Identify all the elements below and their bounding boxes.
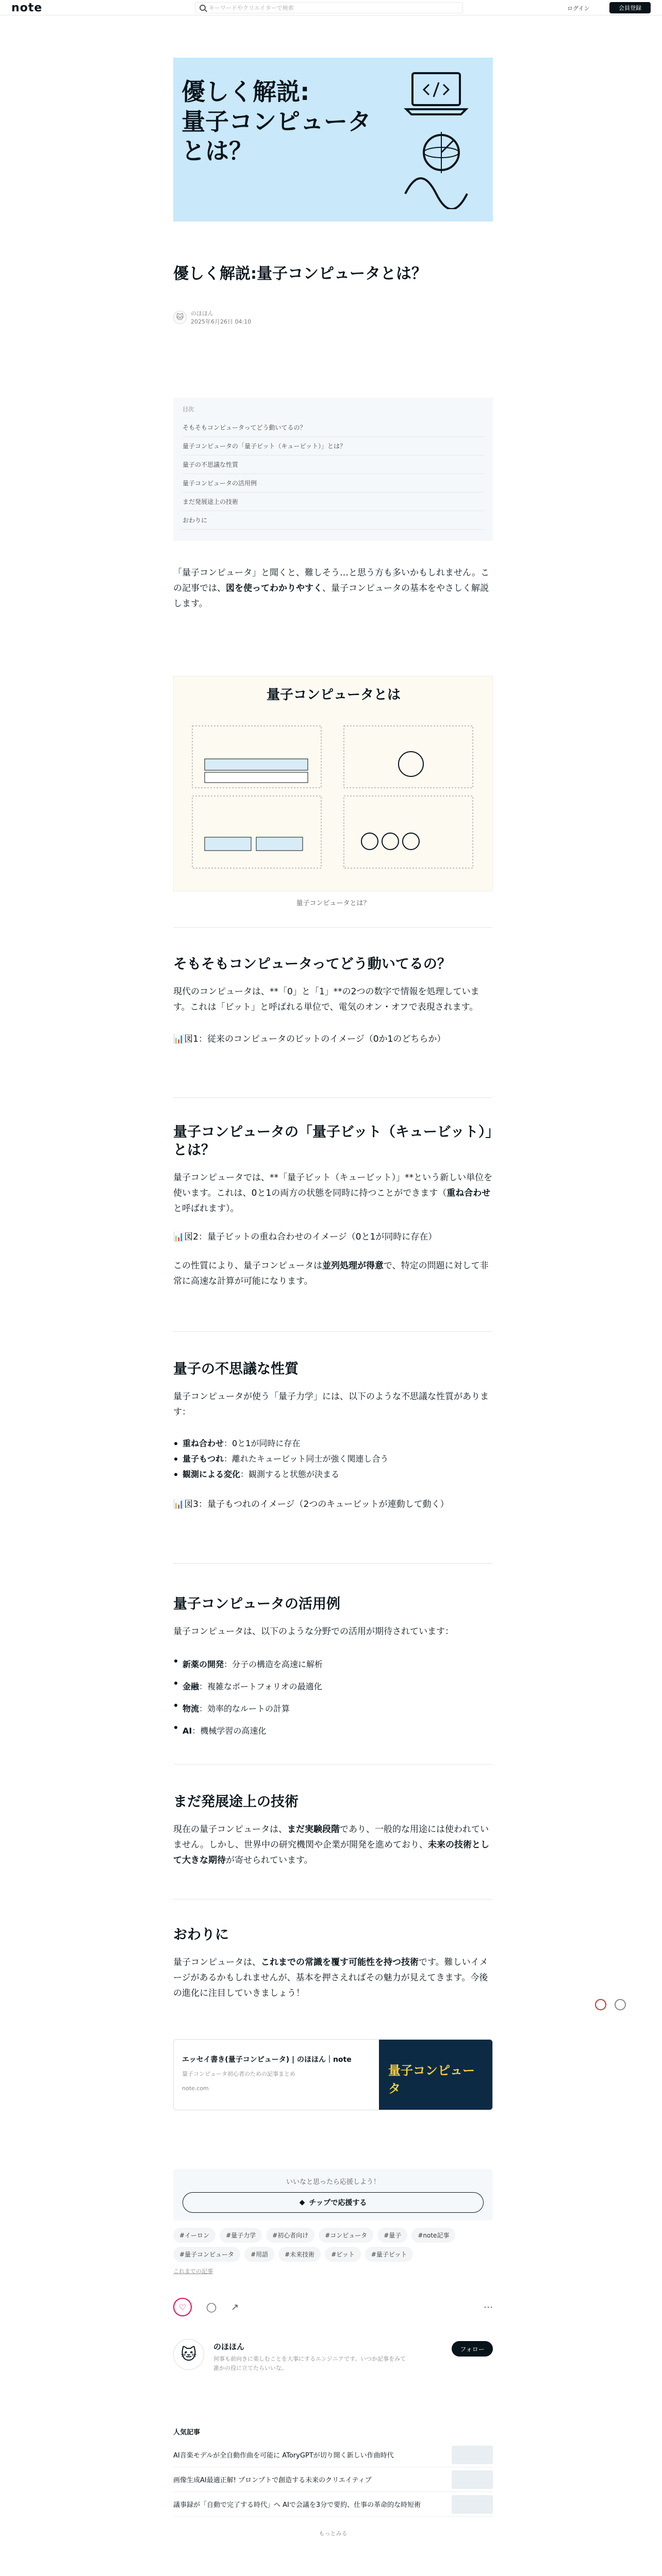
section-heading: おわりに	[173, 1927, 229, 1943]
section-heading: 量子の不思議な性質	[173, 1361, 299, 1377]
list-item: AI：機械学習の高速化	[173, 1720, 493, 1742]
section-2	[173, 1123, 493, 1290]
hero-title: 優しく解説: 量子コンピュータ とは？	[181, 78, 371, 165]
article-title: 優しく解説:量子コンピュータとは？	[173, 265, 427, 283]
past-articles-link[interactable]: これまでの記事	[173, 2268, 213, 2275]
thumbnail	[452, 2495, 493, 2514]
section-text: この性質により、量子コンピュータは並列処理が得意で、特定の問題に対して非常に高速な計算が可能になります。	[173, 1261, 489, 1286]
section-text: 量子コンピュータでは、**「量子ビット（キュービット）」**という新しい単位を使います。これは、0と1の両方の状態を同時に持つことができます（重ね合わせと呼ばれます）。	[173, 1173, 493, 1214]
quantum-infographic	[174, 676, 493, 892]
tip-button[interactable]: ◆ チップで応援する	[183, 2192, 484, 2213]
tip-icon: ◆	[299, 2198, 305, 2207]
embed-title: エッセイ書き(量子コンピュータ) | のほほん｜note	[182, 2056, 352, 2064]
section-6	[173, 1926, 493, 2001]
section-5	[173, 1793, 493, 1868]
tag[interactable]: #note記事	[411, 2228, 455, 2243]
note-logo[interactable]: note	[11, 2, 43, 14]
floating-actions	[595, 1999, 626, 2010]
toc-item[interactable]: おわりに	[183, 511, 484, 530]
signup-button[interactable]: 会員登録	[609, 2, 651, 13]
profile-name[interactable]: のほほん	[213, 2342, 245, 2351]
divider	[173, 1563, 493, 1564]
tag[interactable]: #未来技術	[278, 2247, 321, 2262]
embed-thumbnail: 量子コンピュータ	[379, 2040, 492, 2110]
figure-caption: 量子コンピュータとは？	[296, 900, 370, 907]
toc-heading: 目次	[183, 406, 194, 413]
article-figure	[173, 676, 493, 891]
top-header	[0, 0, 662, 15]
section-1	[173, 955, 493, 1047]
search-icon	[200, 5, 206, 11]
section-text: 量子コンピュータが使う「量子力学」には、以下のような不思議な性質があります：	[173, 1392, 489, 1417]
comment-icon[interactable]	[615, 1999, 626, 2010]
avatar[interactable]: 🐱	[173, 311, 187, 324]
tag[interactable]: #初心者向け	[266, 2228, 315, 2243]
list-item: 新薬の開発：分子の構造を高速に解析	[173, 1653, 493, 1675]
bullet-list	[173, 1653, 493, 1742]
figure-note: 📊図2：量子ビットの重ね合わせのイメージ（0と1が同時に存在）	[173, 1232, 437, 1243]
divider	[173, 927, 493, 928]
tag[interactable]: #量子コンピュータ	[173, 2247, 240, 2262]
tag-list	[173, 2228, 493, 2262]
profile-desc: 何事も前向きに楽しむことを大事にするエンジニアです。いつか記事をみて誰かの役に立てたらいいな。	[213, 2355, 406, 2371]
toc-item[interactable]: 量子コンピュータの活用例	[183, 474, 484, 493]
author-name[interactable]: のほほん	[191, 310, 213, 317]
tag[interactable]: #用語	[244, 2247, 274, 2262]
intro-paragraph: 「量子コンピュータ」と聞くと、難しそう…と思う方も多いかもしれません。この記事では、図を使ってわかりやすく、量子コンピュータの基本をやさしく解説します。	[173, 568, 490, 609]
toc-item[interactable]: 量子の不思議な性質	[183, 455, 484, 474]
section-text: 現代のコンピュータは、**「0」と「1」**の2つの数字で情報を処理しています。これは「ビット」と呼ばれる単位で、電気のオン・オフで表現されます。	[173, 987, 479, 1012]
like-icon[interactable]: ♡	[173, 2298, 192, 2316]
list-item: 重ね合わせ：0と1が同時に存在	[173, 1436, 493, 1451]
divider	[173, 1097, 493, 1098]
embed-card[interactable]	[173, 2039, 493, 2110]
list-item[interactable]: 画像生成AI最適正解! プロンプトで創造する未来のクリエイティブ	[173, 2467, 493, 2492]
share-icon[interactable]: ↗	[231, 2301, 239, 2313]
toc-item[interactable]: そもそもコンピュータってどう動いてるの？	[183, 418, 484, 437]
follow-button[interactable]: フォロー	[452, 2341, 493, 2357]
tip-box	[173, 2169, 493, 2221]
section-text: 量子コンピュータは、以下のような分野での活用が期待されています：	[173, 1626, 454, 1637]
thumbnail	[452, 2446, 493, 2464]
list-item: 量子もつれ：離れたキュービット同士が強く関連し合う	[173, 1451, 493, 1467]
divider	[173, 1899, 493, 1900]
section-heading: そもそもコンピュータってどう動いてるの？	[173, 956, 451, 972]
section-heading: 量子コンピュータの活用例	[173, 1596, 340, 1612]
thumbnail	[452, 2470, 493, 2489]
toc-item[interactable]: 量子コンピュータの「量子ビット（キュービット）」とは？	[183, 437, 484, 455]
profile-avatar[interactable]: 🐱	[173, 2339, 204, 2370]
search-placeholder: キーワードやクリエイターで検索	[209, 5, 294, 11]
figure-note: 📊図1：従来のコンピュータのビットのイメージ（0か1のどちらか）	[173, 1033, 446, 1044]
section-heading: まだ発展途上の技術	[173, 1794, 299, 1810]
tag[interactable]: #量子	[377, 2228, 407, 2243]
section-3	[173, 1360, 493, 1513]
svg-text:量子コンピュータとは: 量子コンピュータとは	[266, 687, 401, 703]
figure-note: 📊図3：量子もつれのイメージ（2つのキュービットが連動して動く）	[173, 1499, 449, 1510]
divider	[173, 1331, 493, 1332]
laptop-code-icon	[400, 70, 483, 209]
more-icon[interactable]: ⋯	[484, 2301, 493, 2313]
tag[interactable]: #イーロン	[173, 2228, 216, 2243]
tag[interactable]: #コンピュータ	[319, 2228, 373, 2243]
embed-desc: 量子コンピュータ初心者のための記事まとめ	[182, 2071, 295, 2077]
more-link[interactable]: もっとみる	[319, 2530, 347, 2537]
author-profile	[173, 2339, 493, 2411]
section-text: 量子コンピュータは、これまでの常識を覆す可能性を持つ技術です。難しいイメージがあるかもしれませんが、基本を押さえればその魅力が見えてきます。今後の進化に注目していきましょう！	[173, 1957, 488, 1998]
tag[interactable]: #量子ビット	[365, 2247, 413, 2262]
popular-heading: 人気記事	[173, 2429, 201, 2436]
section-text: 現在の量子コンピュータは、まだ実験段階であり、一般的な用途には使われていません。しかし、世界中の研究機関や企業が開発を進めており、未来の技術として大きな期待が寄せられています。	[173, 1824, 490, 1866]
embed-domain: note.com	[182, 2085, 209, 2092]
tag[interactable]: #量子力学	[220, 2228, 262, 2243]
hero-image	[173, 58, 493, 222]
tag[interactable]: #ビット	[325, 2247, 361, 2262]
post-date: 2025年6月26日 04:10	[191, 318, 252, 325]
section-4	[173, 1595, 493, 1742]
author-row[interactable]	[173, 309, 493, 326]
list-item: 金融：複雑なポートフォリオの最適化	[173, 1675, 493, 1698]
list-item[interactable]: AI音楽モデルが全自動作曲を可能に AToryGPTが切り開く新しい作曲時代	[173, 2443, 493, 2467]
table-of-contents	[173, 398, 493, 541]
login-link[interactable]: ログイン	[567, 5, 590, 12]
list-item[interactable]: 議事録が「自動で完了する時代」へ AIで会議を3分で要約、仕事の革命的な時短術	[173, 2492, 493, 2517]
bullet-list	[173, 1436, 493, 1483]
comment-icon[interactable]: ◯	[206, 2301, 217, 2313]
list-item: 物流：効率的なルートの計算	[173, 1698, 493, 1720]
action-bar	[173, 2298, 493, 2316]
popular-articles	[173, 2427, 493, 2537]
divider	[173, 1764, 493, 1765]
section-heading: 量子コンピュータの「量子ビット（キュービット）」とは？	[173, 1124, 492, 1159]
tip-prompt: いいなと思ったら応援しよう！	[286, 2178, 380, 2186]
list-item: 観測による変化：観測すると状態が決まる	[173, 1467, 493, 1482]
toc-item[interactable]: まだ発展途上の技術	[183, 493, 484, 511]
search-input[interactable]	[195, 2, 463, 13]
heart-icon[interactable]	[595, 1999, 606, 2010]
